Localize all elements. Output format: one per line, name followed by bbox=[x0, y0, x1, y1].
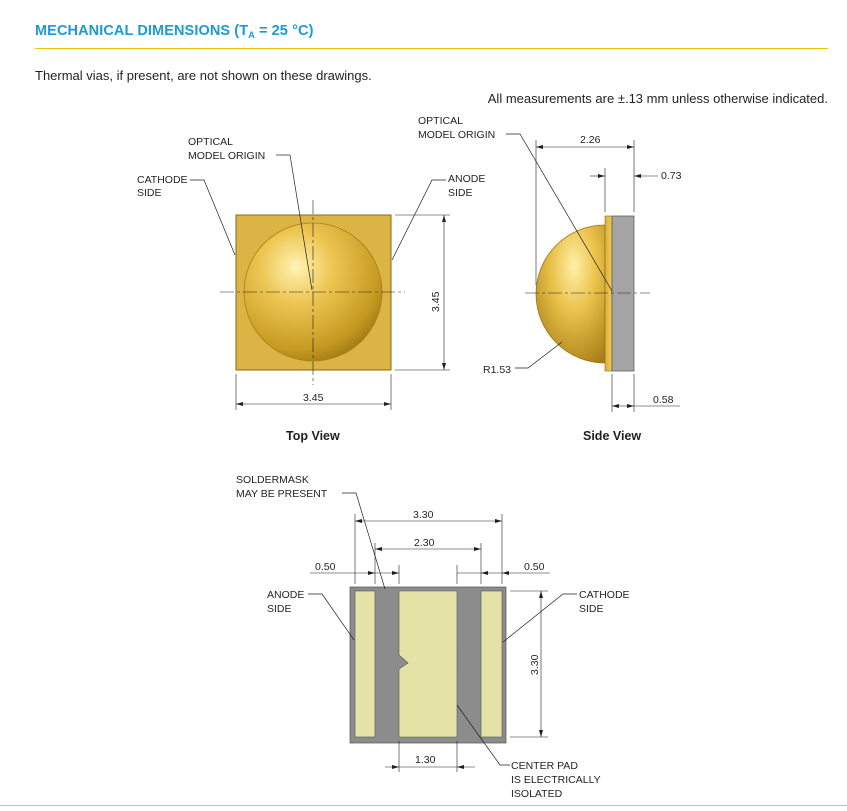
bottom-spacing-dim: 1.30 bbox=[415, 754, 436, 766]
side-base-dim: 0.58 bbox=[653, 394, 674, 406]
bottom-left-dim: 0.50 bbox=[315, 561, 336, 573]
page-bottom-rule bbox=[0, 805, 847, 806]
top-anode-label-line1: ANODE bbox=[448, 173, 486, 185]
bottom-width-dim: 3.30 bbox=[413, 509, 434, 521]
top-anode-leader bbox=[392, 180, 446, 260]
bottom-inner-arrow-l bbox=[375, 547, 382, 551]
bottom-inner-dim: 2.30 bbox=[414, 537, 435, 549]
bottom-cathode-leader bbox=[503, 594, 577, 642]
top-cathode-label-line1: CATHODE bbox=[137, 174, 188, 186]
side-radius-leader bbox=[515, 342, 562, 368]
section-heading-suffix: = 25 °C) bbox=[254, 23, 314, 39]
bottom-cathode-label-line2: SIDE bbox=[579, 603, 604, 615]
soldermask-label-line2: MAY BE PRESENT bbox=[236, 488, 328, 500]
bottom-spacing-arrow-l bbox=[392, 765, 399, 769]
bottom-view bbox=[236, 474, 630, 800]
top-cathode-label-line2: SIDE bbox=[137, 187, 162, 199]
bottom-height-arrow-b bbox=[539, 730, 543, 737]
side-base-arrow-r bbox=[627, 404, 634, 408]
top-width-dim: 3.45 bbox=[303, 392, 324, 404]
side-width-dim: 2.26 bbox=[580, 134, 601, 146]
thermal-vias-note: Thermal vias, if present, are not shown on these drawings. bbox=[35, 68, 372, 83]
top-anode-label-line2: SIDE bbox=[448, 187, 473, 199]
bottom-left-arrow-a bbox=[368, 571, 375, 575]
top-optical-label-line2: MODEL ORIGIN bbox=[188, 150, 266, 162]
side-base-arrow-l bbox=[612, 404, 619, 408]
bottom-center-pad bbox=[399, 591, 457, 737]
bottom-width-arrow-r bbox=[495, 519, 502, 523]
section-heading-subscript: A bbox=[248, 30, 255, 40]
bottom-right-arrow-a bbox=[481, 571, 488, 575]
bottom-anode-pad bbox=[355, 591, 375, 737]
bottom-cathode-label-line1: CATHODE bbox=[579, 589, 630, 601]
bottom-inner-arrow-r bbox=[474, 547, 481, 551]
soldermask-leader bbox=[342, 493, 385, 589]
bottom-left-arrow-b bbox=[392, 571, 399, 575]
tolerance-note: All measurements are ±.13 mm unless otherwise indicated. bbox=[487, 91, 828, 106]
bottom-height-dim: 3.30 bbox=[529, 654, 541, 675]
bottom-spacing-arrow-r bbox=[457, 765, 464, 769]
bottom-height-arrow-t bbox=[539, 591, 543, 598]
top-height-dim: 3.45 bbox=[430, 291, 442, 312]
bottom-anode-leader bbox=[308, 594, 354, 640]
side-top-arrow-r bbox=[634, 174, 641, 178]
bottom-cathode-pad bbox=[481, 591, 502, 737]
bottom-anode-label-line2: SIDE bbox=[267, 603, 292, 615]
top-view-caption: Top View bbox=[286, 429, 340, 443]
center-pad-label-line2: IS ELECTRICALLY bbox=[511, 774, 601, 786]
top-view bbox=[137, 136, 485, 443]
side-optical-label-line2: MODEL ORIGIN bbox=[418, 129, 496, 141]
side-view-substrate bbox=[612, 216, 634, 371]
top-width-arrow-r bbox=[384, 402, 391, 406]
bottom-width-arrow-l bbox=[355, 519, 362, 523]
bottom-right-arrow-b bbox=[502, 571, 509, 575]
bottom-right-dim: 0.50 bbox=[524, 561, 545, 573]
side-radius-dim: R1.53 bbox=[483, 364, 512, 376]
top-height-arrow-b bbox=[442, 363, 446, 370]
top-width-arrow-l bbox=[236, 402, 243, 406]
side-top-dim: 0.73 bbox=[661, 170, 682, 182]
top-height-arrow-t bbox=[442, 215, 446, 222]
bottom-anode-label-line1: ANODE bbox=[267, 589, 305, 601]
center-pad-label-line3: ISOLATED bbox=[511, 788, 563, 800]
side-width-arrow-l bbox=[536, 145, 543, 149]
side-view-caption: Side View bbox=[583, 429, 642, 443]
soldermask-label-line1: SOLDERMASK bbox=[236, 474, 309, 486]
side-width-arrow-r bbox=[627, 145, 634, 149]
side-view bbox=[418, 115, 682, 443]
top-optical-label-line1: OPTICAL bbox=[188, 136, 233, 148]
side-top-arrow-l bbox=[598, 174, 605, 178]
center-pad-label-line1: CENTER PAD bbox=[511, 760, 578, 772]
side-optical-label-line1: OPTICAL bbox=[418, 115, 463, 127]
side-view-dome bbox=[536, 225, 605, 363]
section-heading-prefix: MECHANICAL DIMENSIONS (T bbox=[35, 23, 249, 39]
side-view-lens-band bbox=[605, 216, 612, 371]
top-cathode-leader bbox=[190, 180, 235, 255]
